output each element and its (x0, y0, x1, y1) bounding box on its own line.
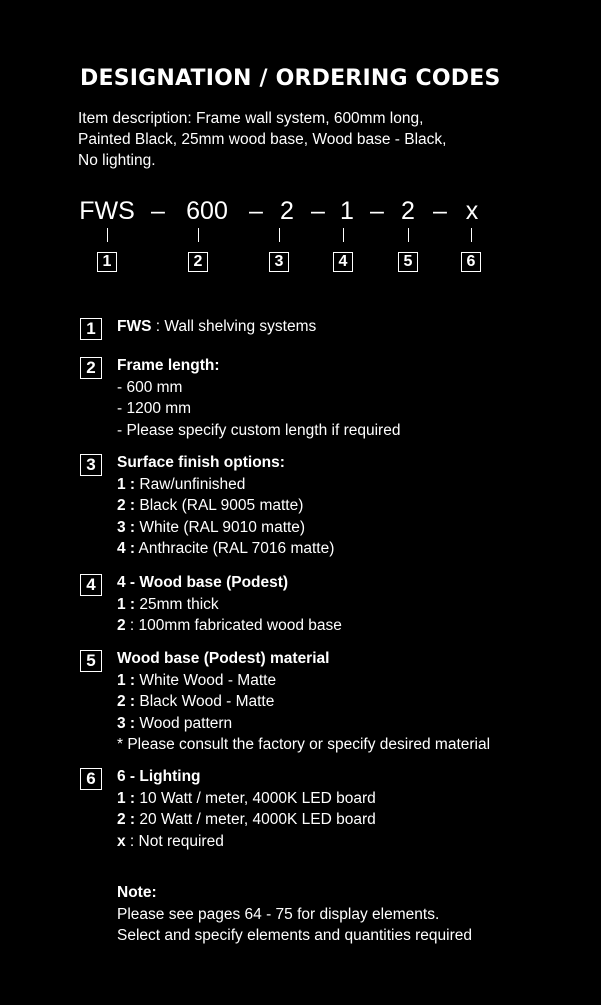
option-text: 10 Watt / meter, 4000K LED board (135, 789, 376, 807)
section-heading: Wood base (Podest) material (117, 650, 330, 667)
note-block (117, 882, 557, 947)
code-segment-lighting: x (465, 197, 479, 225)
option-line (117, 594, 557, 616)
option-line (117, 615, 557, 637)
code-dash: – (370, 197, 384, 225)
code-segment-fws: FWS (79, 197, 135, 225)
option-line (117, 809, 557, 831)
code-dash: – (433, 197, 447, 225)
option-line (117, 788, 557, 810)
code-dash: – (151, 197, 165, 225)
section-number-box: 2 (80, 357, 102, 379)
section-heading: Surface finish options: (117, 454, 285, 471)
option-line (117, 420, 557, 442)
option-text: 25mm thick (135, 595, 219, 613)
code-segment-base: 1 (340, 197, 354, 225)
option-line (117, 495, 557, 517)
section-heading: 6 - Lighting (117, 768, 201, 785)
code-connector-line (198, 228, 199, 242)
code-number-box: 6 (461, 252, 481, 272)
section-heading-rest: : Wall shelving systems (151, 318, 317, 335)
code-connector-line (408, 228, 409, 242)
section-heading: 4 - Wood base (Podest) (117, 574, 289, 591)
option-line (117, 691, 557, 713)
option-text: White (RAL 9010 matte) (135, 518, 306, 536)
option-line (117, 831, 557, 853)
option-line (117, 398, 557, 420)
option-text: - 1200 mm (117, 400, 192, 417)
option-line (117, 474, 557, 496)
note-line: Please see pages 64 - 75 for display elements. (117, 905, 440, 923)
option-key: 3 : (117, 714, 136, 732)
option-key: 1 : (117, 475, 136, 493)
option-line (117, 713, 557, 735)
option-text: * Please consult the factory or specify desired material (117, 736, 491, 753)
option-key: 1 : (117, 595, 136, 613)
note-line: Select and specify elements and quantities required (117, 927, 472, 944)
code-segment-finish: 2 (280, 197, 294, 225)
option-text: White Wood - Matte (135, 671, 277, 689)
option-text: : Not required (125, 832, 224, 850)
code-connector-line (343, 228, 344, 242)
code-number-box: 1 (97, 252, 117, 272)
code-number-box: 2 (188, 252, 208, 272)
option-text: Raw/unfinished (135, 475, 246, 493)
option-key: 2 (117, 617, 126, 634)
option-key: 2 : (117, 811, 136, 828)
option-key: 1 : (117, 671, 136, 689)
option-text: - 600 mm (117, 378, 183, 396)
option-text: 20 Watt / meter, 4000K LED board (135, 811, 376, 828)
option-line (117, 538, 557, 560)
option-key: 4 : (117, 540, 136, 557)
section-number-box: 3 (80, 454, 102, 476)
code-number-box: 3 (269, 252, 289, 272)
option-text: Black (RAL 9005 matte) (135, 497, 304, 514)
code-dash: – (249, 197, 263, 225)
section-heading (117, 316, 557, 338)
option-key: x (117, 832, 126, 850)
option-key: 1 : (117, 789, 136, 807)
section-heading: Frame length: (117, 357, 220, 374)
code-dash: – (311, 197, 325, 225)
item-description (78, 108, 518, 171)
option-line (117, 377, 557, 399)
option-text: Black Wood - Matte (135, 693, 275, 710)
ordering-code-diagram (0, 196, 601, 286)
section-number-box: 5 (80, 650, 102, 672)
section-number-box: 1 (80, 318, 102, 340)
section-number-box: 4 (80, 574, 102, 596)
description-line: Painted Black, 25mm wood base, Wood base - Black, (78, 131, 447, 148)
description-line: No lighting. (78, 152, 156, 169)
code-segment-length: 600 (186, 197, 228, 225)
option-text: Wood pattern (135, 714, 233, 732)
code-number-box: 5 (398, 252, 418, 272)
option-line (117, 734, 557, 756)
description-line: Item description: Frame wall system, 600mm long, (78, 110, 424, 127)
option-text: : 100mm fabricated wood base (125, 617, 342, 634)
code-connector-line (471, 228, 472, 242)
option-key: 3 : (117, 518, 136, 536)
section-number-box: 6 (80, 768, 102, 790)
page-title: DESIGNATION / ORDERING CODES (80, 66, 501, 91)
code-segment-material: 2 (401, 197, 415, 225)
note-label: Note: (117, 884, 157, 901)
code-number-box: 4 (333, 252, 353, 272)
option-line (117, 517, 557, 539)
option-key: 2 : (117, 693, 136, 710)
option-text: - Please specify custom length if required (117, 421, 401, 439)
option-line (117, 670, 557, 692)
option-key: 2 : (117, 497, 136, 514)
section-heading-bold: FWS (117, 318, 152, 335)
code-connector-line (107, 228, 108, 242)
code-connector-line (279, 228, 280, 242)
option-text: Anthracite (RAL 7016 matte) (135, 540, 335, 557)
